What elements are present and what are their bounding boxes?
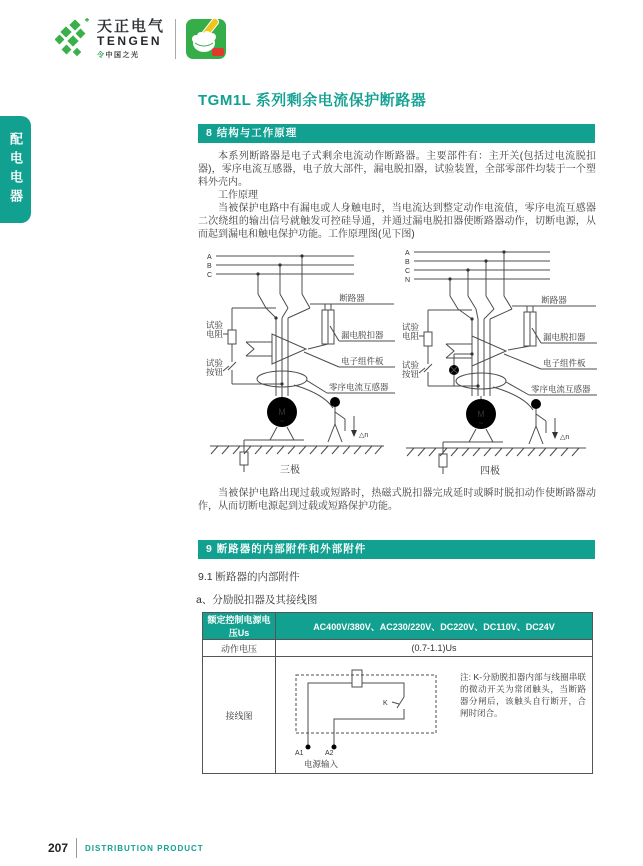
section8-body [198,150,596,241]
phase-bus-lines [216,256,354,274]
k-contact-arrow [392,702,399,704]
leakage-release-coil [508,306,536,350]
residual-label: △n [359,432,369,439]
tagline-mark-icon: 令 [97,51,106,59]
cell-operating-voltage-value: (0.7-1.1)Us [276,640,593,657]
three-pole-diagram [202,246,398,476]
phase-c-label: C [405,268,411,275]
breaker-contacts [258,294,310,318]
section8-body-2 [198,487,596,513]
wire-return [334,709,404,745]
phase-a-label: A [405,250,410,257]
motor-wave: ~ [279,417,285,426]
table-row-operating-voltage [203,640,593,657]
phase-b-label: B [207,263,212,270]
ground-electrode [439,442,459,474]
brand-name-en: TENGEN [97,33,163,48]
phase-b-label: B [405,259,410,266]
paragraph: 当被保护电路出现过载或短路时，热磁式脱扣器完成延时或瞬时脱扣动作使断路器动作，从而切断电源起到过载或短路保护功能。 [198,488,596,512]
motor-letter: M [278,407,286,417]
table-row-wiring [203,657,593,774]
phase-n-label: N [405,277,411,284]
subheading-working-principle: 工作原理 [218,190,258,201]
shunt-release-wiring-diagram [286,667,456,769]
k-label: K [383,700,388,707]
amplifier-board [446,336,506,366]
brand-logo [55,18,226,60]
coil-symbol [352,670,362,687]
footer-divider [76,838,77,858]
section9-heading-bar: 9 断路器的内部附件和外部附件 [198,540,595,559]
breaker-contacts [450,296,512,319]
test-resistor-label-line1: 试验 [402,322,420,332]
power-input-label: 电源输入 [304,759,339,769]
cell-wiring-label: 接线图 [203,657,276,774]
sidebar-tab-label: 配电电器 [8,131,23,208]
four-pole-diagram [400,246,600,476]
figure-four-pole [400,246,600,476]
residual-current-arrow [552,418,558,439]
logo-divider [175,19,176,59]
sidebar-tab-distribution [0,116,31,223]
terminal-a1 [306,745,311,750]
cell-operating-voltage-label: 动作电压 [203,640,276,657]
tagline-text: 中国之光 [105,51,140,59]
figure-caption: 四极 [480,466,500,476]
section9-sub2: a、分励脱扣器及其接线图 [196,594,318,606]
test-button-label-line1: 试验 [206,358,224,368]
tengen-mosaic-icon [55,18,91,60]
ground-electrode [240,440,260,472]
wire-left [308,683,352,745]
breaker-label: 断路器 [339,293,365,303]
terminal-a2 [332,745,337,750]
test-button-label-line2: 按钮 [402,369,420,379]
phase-a-label: A [207,254,212,261]
test-button-label-line2: 按钮 [206,367,224,377]
brand-name-cn: 天正电气 [97,17,166,35]
person-figure [529,399,546,444]
k-contact [397,697,404,708]
test-button-label-line1: 试验 [402,360,420,370]
header-voltage-values: AC400V/380V、AC230/220V、DC220V、DC110V、DC24V [276,613,593,640]
phase-taps [448,250,505,296]
board-label: 电子组件板 [543,358,586,368]
wiring-note: 注: K-分励脱扣器内部与线圈串联的微动开关为常闭触头，当断路器分闸后，该触头自行断开，合闸时闭合。 [460,672,586,718]
section9-sub1: 9.1 断路器的内部附件 [198,571,300,583]
test-resistor-label-line2: 电阻 [402,331,420,341]
paragraph: 本系列断路器是电子式剩余电流动作断路器。主要部件有：主开关(包括过电流脱扣器)，零序电流互感器，电子放大部件，漏电脱扣器，试验装置，全部零部件均装于一个塑料外壳内。 [198,151,596,188]
a2-label: A2 [325,750,334,757]
zero-sequence-ct [456,373,533,410]
motor-letter: M [477,409,485,419]
shunt-release-spec-table [202,612,593,774]
table-header-row [203,613,593,640]
wire-right [362,683,404,697]
ct-label: 零序电流互感器 [531,384,591,394]
brand-tagline [97,50,165,60]
dashed-enclosure [296,675,436,733]
test-circuit [228,308,284,386]
indicator-lamp [449,352,474,386]
figure-three-pole [202,246,398,476]
ground-symbol [210,446,384,454]
release-label: 漏电脱扣器 [543,332,586,342]
page-number: 207 [48,841,69,855]
a1-label: A1 [295,750,304,757]
page-title: TGM1L 系列剩余电流保护断路器 [198,92,427,109]
figure-caption: 三极 [280,465,300,476]
motor-wave: ~ [478,419,484,428]
person-figure [328,397,345,442]
paragraph: 当被保护电路中有漏电或人身触电时，当电流达到整定动作电流值，零序电流互感器二次绕组的输出信号就触发可控硅导通，并通过漏电脱扣器使断路器动作，切断电源，从而起到漏电和触电保护功能。工作原理图(见下图) [198,203,596,240]
board-label: 电子组件板 [341,356,384,366]
footer-label: DISTRIBUTION PRODUCT [85,843,204,853]
fist-badge-icon [186,19,226,59]
section8-heading-bar: 8 结构与工作原理 [198,124,595,143]
brand-text [97,19,165,60]
cell-wiring-diagram [276,657,593,774]
page-footer [48,838,204,858]
release-label: 漏电脱扣器 [341,330,384,340]
breaker-label: 断路器 [541,295,567,305]
test-resistor-label-line2: 电阻 [206,329,224,339]
residual-current-arrow [351,416,357,437]
residual-label: △n [560,434,570,441]
phase-c-label: C [207,272,213,279]
ct-label: 零序电流互感器 [329,382,389,392]
ground-symbol [406,448,586,456]
header-rated-voltage: 额定控制电源电压Us [203,613,276,640]
phase-bus-lines [414,252,550,279]
test-resistor-label-line1: 试验 [206,320,224,330]
